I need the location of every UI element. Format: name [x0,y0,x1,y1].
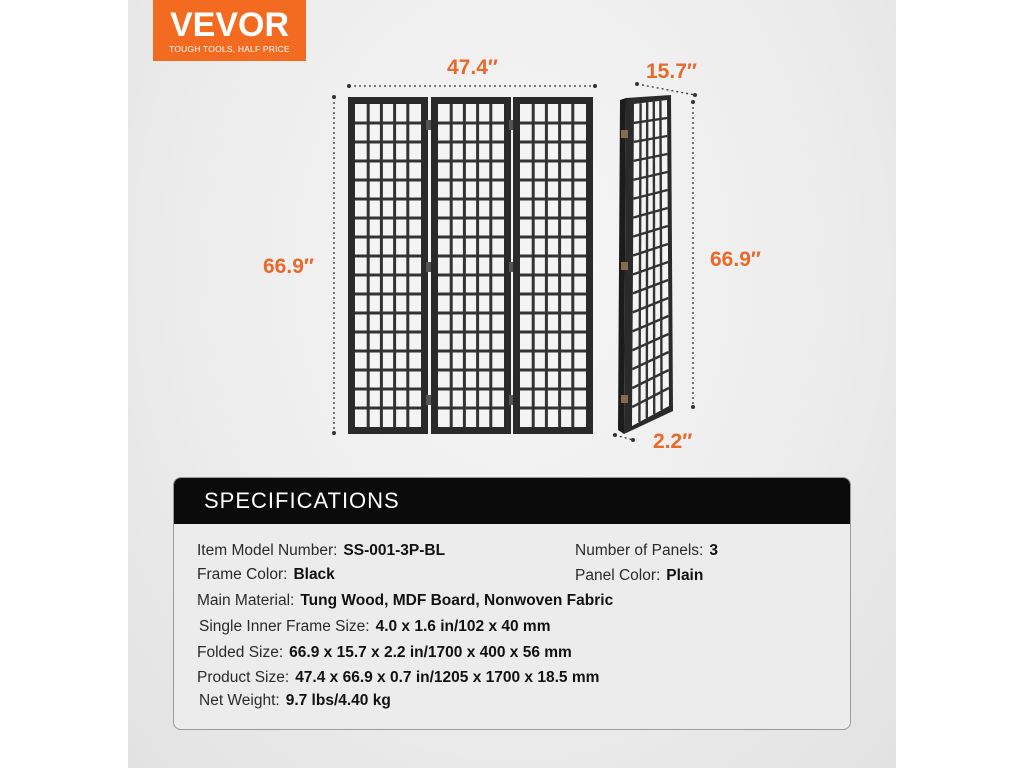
spec-label: Single Inner Frame Size: [199,618,370,635]
side-depth-label: 2.2″ [653,430,693,453]
spec-label: Net Weight: [199,692,280,709]
spec-folded-size [197,644,572,662]
specifications-title: SPECIFICATIONS [174,478,850,524]
front-width-label: 47.4″ [447,56,498,79]
hinge-icon [621,262,628,270]
side-height-label: 66.9″ [710,248,761,271]
divider-panel [348,97,431,434]
side-width-dimension-line [637,84,695,95]
spec-label: Item Model Number: [197,542,338,559]
spec-value: 4.0 x 1.6 in/102 x 40 mm [375,618,551,635]
spec-value: Black [293,566,335,583]
spec-value: SS-001-3P-BL [343,542,446,559]
spec-label: Product Size: [197,669,290,686]
divider-panel [513,97,593,434]
spec-item-model [197,542,445,560]
spec-value: Plain [666,567,704,584]
spec-label: Frame Color: [197,566,288,583]
spec-frame-color [197,566,335,584]
spec-label: Folded Size: [197,644,284,661]
hinge-icon [426,262,431,272]
side-width-label: 15.7″ [646,60,697,83]
side-panel-folded [618,95,673,434]
front-panels [348,97,593,434]
brand-tagline: TOUGH TOOLS, HALF PRICE [169,44,290,54]
spec-inner-frame-size [199,618,551,636]
hinge-icon [621,130,628,138]
spec-value: 47.4 x 66.9 x 0.7 in/1205 x 1700 x 18.5 mm [295,669,600,686]
spec-value: 66.9 x 15.7 x 2.2 in/1700 x 400 x 56 mm [289,644,572,661]
brand-name: VEVOR [169,6,290,44]
spec-main-material [197,592,613,610]
spec-label: Number of Panels: [575,542,704,559]
spec-number-of-panels [575,542,718,560]
depth-dimension-line [615,435,633,440]
spec-net-weight [199,692,391,710]
hinge-icon [621,395,628,403]
divider-panel [431,97,514,434]
specifications-card [173,477,851,730]
spec-value: 3 [709,542,718,559]
spec-value: 9.7 lbs/4.40 kg [285,692,391,709]
front-height-label: 66.9″ [263,255,314,278]
spec-panel-color [575,567,703,585]
spec-label: Main Material: [197,592,295,609]
hinge-icon [426,120,431,130]
hinge-icon [426,395,431,405]
spec-value: Tung Wood, MDF Board, Nonwoven Fabric [300,592,614,609]
spec-product-size [197,669,599,687]
spec-label: Panel Color: [575,567,661,584]
